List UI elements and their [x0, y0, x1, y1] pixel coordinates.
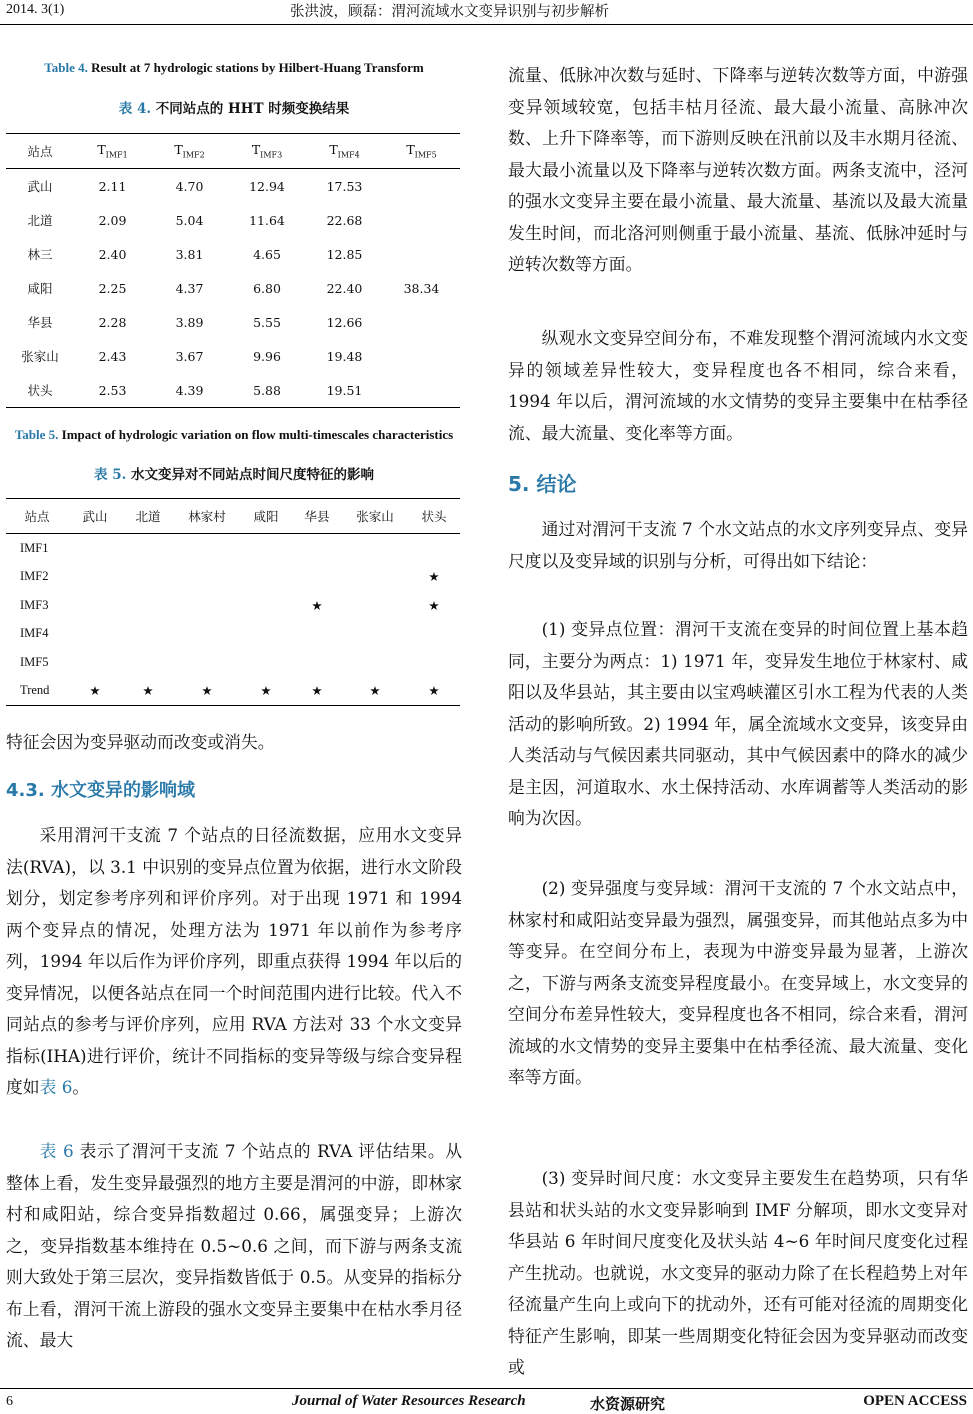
- table5-title-zh: 水文变异对不同站点时间尺度特征的影响: [131, 467, 374, 483]
- table6-link[interactable]: 表 6: [39, 1141, 74, 1161]
- right-paragraph-1: 流量、低脉冲次数与延时、下降率与逆转次数等方面，中游强变异领域较宽，包括丰枯月径流、最大最小流量、高脉冲次数、上升下降率等，而下游则反映在汛前以及丰水期月径流、最大最小流量以及下降率与逆转次数方面。两条支流中，泾河的强水文变异主要在最小流量、最大流量、基流以及最大流量发生时间，而北洛河则侧重于最小流量、基流、低脉冲延时与逆转次数等方面。: [508, 65, 968, 274]
- section-title: 水文变异的影响域: [51, 780, 196, 801]
- table-row: 武山 2.11 4.70 12.94 17.53 38.34: [6, 169, 460, 204]
- left-paragraph-3: 表 6 表示了渭河干支流 7 个站点的 RVA 评估结果。从整体上看，发生变异最强烈的地方主要是渭河的中游，即林家村和咸阳站，综合变异指数超过 0.66，属强变异；上游次之，变异指数基本维持在 0.5~0.6 之间，而下游与两条支流则大致处于第三层次，变异指数皆低于 0.5。从变异的指标分布上看，渭河干流上游段的强水文变异主要集中在枯水季月径流、最大: [6, 1141, 463, 1350]
- right-paragraph-5: (2) 变异强度与变异域：渭河干支流的 7 个水文站点中，林家村和咸阳站变异最为强烈，属强变异，而其他站点多为中等变异。在空间分布上，表现为中游变异最为显著，上游次之，下游与两条支流变异程度最小。在变异域上，水文变异的空间分布差异性较大，变异程度也各不相同，综合来看，渭河流域的水文情势的变异主要集中在枯季径流、最大流量、变化率等方面。: [508, 878, 968, 1087]
- table6-link[interactable]: 表 6: [39, 1077, 73, 1097]
- section-title: 结论: [536, 472, 577, 496]
- table4-label-en: Table 4.: [44, 60, 88, 75]
- right-paragraph-4: (1) 变异点位置：渭河干支流在变异的时间位置上基本趋同，主要分为两点：1) 1971 年，变异发生地位于林家村、咸阳以及华县站，其主要由以宝鸡峡灌区引水工程为代表的人类活动的影响所致。2) 1994 年，属全流域水文变异，该变异由人类活动与气候因素共同驱动，其中气候因素中的降水的减少是主因，河道取水、水土保持活动、水库调蓄等人类活动的影响为次因。: [508, 619, 968, 828]
- table-row: Trend ★ ★ ★ ★ ★ ★ ★: [20, 683, 440, 699]
- footer-rule: [0, 1388, 973, 1389]
- table4-title-en: Result at 7 hydrologic stations by Hilbert-Huang Transform: [91, 60, 424, 75]
- open-access-label: OPEN ACCESS: [863, 1393, 967, 1409]
- table5-title-en: Impact of hydrologic variation on flow multi-timescales characteristics: [61, 427, 454, 442]
- issue-number: 2014. 3(1): [6, 2, 65, 17]
- table-row: 咸阳 2.25 4.37 6.80 22.40: [27, 280, 363, 296]
- table-row: 华县 2.28 3.89 5.55 12.66: [27, 314, 363, 330]
- table5-label-en: Table 5.: [14, 427, 59, 442]
- table-row: IMF4: [20, 626, 49, 641]
- table4-header-imf1: $T_{IMF1}$: [74, 134, 151, 169]
- table4-header-imf2: $T_{IMF2}$: [151, 134, 228, 169]
- right-paragraph-6: (3) 变异时间尺度：水文变异主要发生在趋势项，只有华县站和状头站的水文变异影响到 IMF 分解项，即水文变异对华县站 6 年时间尺度变化及状头站 4~6 年时间尺度变化过程产生扰动。也就说，水文变异的驱动力除了在长程趋势上对年径流量产生向上或向下的扰动外，还有可能对径流的周期变化特征产生影响，即某一些周期变化特征会因为变异驱动而改变或: [508, 1168, 968, 1377]
- table5-caption-en: [6, 427, 462, 443]
- table-row: IMF1: [20, 540, 49, 555]
- left-paragraph-2: 采用渭河干支流 7 个站点的日径流数据，应用水文变异法(RVA)，以 3.1 中识别的变异点位置为依据，进行水文阶段划分，划定参考序列和评价序列。对于出现 1971 和 1994 两个变异点的情况，处理方法为 1971 年以前作为参考序列，1994 年以后作为评价序列，即重点获得 1994 年以后的变异情况，以便各站点在同一个时间范围内进行比较。代入不同站点的参考与评价序列，应用 RVA 方法对 33 个水文变异指标(IHA)进行评价，统计不同指标的变异等级与综合变异程度如表 6。: [6, 825, 462, 1097]
- table4-header-imf5: $T_{IMF5}$: [383, 134, 460, 169]
- running-title: 张洪波，顾磊：渭河流域水文变异识别与初步解析: [290, 4, 609, 20]
- table-row: 北道 2.09 5.04 11.64 22.68: [27, 212, 363, 228]
- table5-caption-zh: [6, 463, 462, 483]
- section-number: 4.3.: [6, 780, 45, 801]
- table4: [6, 133, 460, 408]
- section-heading-5: [508, 468, 576, 497]
- section-number: 5.: [508, 472, 530, 496]
- table-row: 林三 2.40 3.81 4.65 12.85: [27, 246, 363, 262]
- page-header: [0, 0, 973, 26]
- table4-title-zh: 不同站点的 HHT 时频变换结果: [155, 101, 350, 117]
- table-row: IMF2 ★: [20, 569, 440, 585]
- table4-header-row: [6, 134, 460, 169]
- table4-label-zh: 表 4.: [118, 101, 152, 117]
- table4-header-imf4: $T_{IMF4}$: [306, 134, 383, 169]
- table-row: IMF3 ★ ★: [20, 597, 440, 613]
- page-footer: [0, 1388, 973, 1413]
- table5: [6, 498, 460, 706]
- table-row: 张家山 2.43 3.67 9.96 19.48: [21, 348, 363, 364]
- journal-name-en: Journal of Water Resources Research: [292, 1393, 526, 1409]
- table5-label-zh: 表 5.: [94, 467, 127, 483]
- table5-header-row: 站点 武山 北道 林家村 咸阳 华县 张家山 状头: [6, 499, 460, 534]
- table4-caption-en: [6, 60, 462, 76]
- right-paragraph-2: 纵观水文变异空间分布，不难发现整个渭河流域内水文变异的领域差异性较大，变异程度也各不相同，综合来看，1994 年以后，渭河流域的水文情势的变异主要集中在枯季径流、最大流量、变化率等方面。: [508, 328, 968, 443]
- header-rule: [0, 24, 973, 25]
- table4-header-station: 站点: [6, 134, 74, 169]
- table4-caption-zh: [6, 97, 462, 117]
- table-row: IMF5: [20, 654, 49, 669]
- table4-header-imf3: $T_{IMF3}$: [228, 134, 306, 169]
- right-paragraph-3: 通过对渭河干支流 7 个水文站点的水文序列变异点、变异尺度以及变异域的识别与分析，可得出如下结论：: [508, 519, 968, 571]
- section-heading-4-3: [6, 776, 195, 802]
- page-number: 6: [6, 1394, 13, 1409]
- table4-imf5-value: 38.34: [403, 280, 440, 296]
- journal-name-zh: 水资源研究: [590, 1395, 666, 1413]
- table-row: 状头 2.53 4.39 5.88 19.51: [27, 382, 363, 398]
- left-paragraph-1: 特征会因为变异驱动而改变或消失。: [6, 732, 275, 752]
